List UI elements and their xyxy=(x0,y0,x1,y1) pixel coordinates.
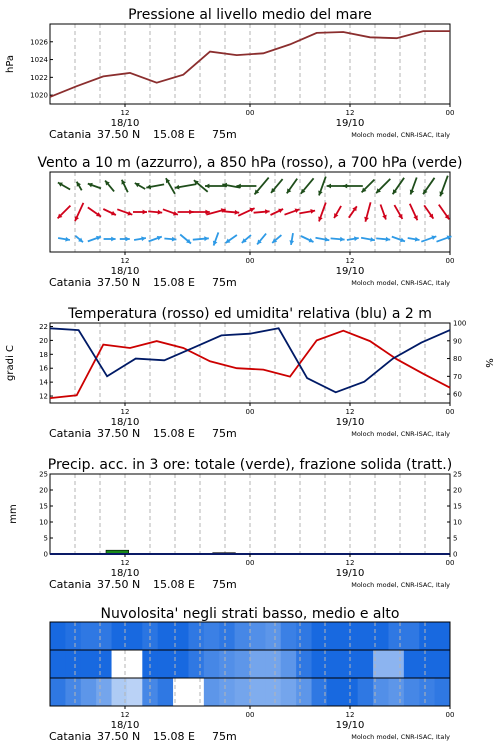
cloud-cell xyxy=(50,678,66,706)
x-tick-label: 00 xyxy=(445,711,455,719)
cloud-cell xyxy=(435,622,451,650)
x-tick-label: 00 xyxy=(245,408,255,416)
date-label: 19/10 xyxy=(335,118,365,129)
arrow-head xyxy=(111,237,115,242)
y-tick-label: 15 xyxy=(39,502,48,511)
wind-10m-arrow xyxy=(408,237,420,242)
temperature-panel xyxy=(5,306,494,440)
location-name: Catania xyxy=(49,578,92,591)
wind-700-arrow xyxy=(410,178,417,195)
wind-850-arrow xyxy=(103,209,116,215)
wind-850-arrow xyxy=(178,210,194,215)
cloud-cell xyxy=(250,650,266,678)
location-lat: 37.50 N xyxy=(97,730,141,743)
cloud-cell xyxy=(435,650,451,678)
precip-ylabel: mm xyxy=(8,504,19,524)
x-tick-label: 12 xyxy=(120,711,130,719)
y-tick-label: 80 xyxy=(453,355,462,364)
temperature-frame xyxy=(50,323,450,403)
cloud-cell xyxy=(188,678,204,706)
wind-10m-arrow xyxy=(213,232,219,245)
cloud-cell xyxy=(358,678,374,706)
wind-850-arrow xyxy=(75,203,84,221)
wind-10m-arrow xyxy=(75,236,83,242)
precip-panel xyxy=(8,457,462,591)
date-label: 18/10 xyxy=(110,417,140,428)
wind-850-arrow xyxy=(364,202,370,221)
location-name: Catania xyxy=(49,730,92,743)
y-tick-label: 1020 xyxy=(30,91,48,100)
arrow-head xyxy=(386,237,391,242)
cloud-cell xyxy=(327,650,343,678)
model-credit: Moloch model, CNR-ISAC, Italy xyxy=(351,131,450,139)
location-elev: 75m xyxy=(212,730,237,743)
y-tick-label: 0 xyxy=(453,550,458,559)
wind-700-arrow xyxy=(287,179,297,194)
wind-700-arrow xyxy=(146,184,164,189)
temperature-title: Temperatura (rosso) ed umidita' relativa (blu) a 2 m xyxy=(68,306,432,322)
cloud-cell xyxy=(250,678,266,706)
wind-10m-arrow xyxy=(257,234,266,245)
date-label: 19/10 xyxy=(335,720,365,731)
pressure-title: Pressione al livello medio del mare xyxy=(128,7,372,23)
x-tick-label: 12 xyxy=(345,408,355,416)
x-tick-label: 00 xyxy=(445,408,455,416)
cloud-cell xyxy=(296,678,312,706)
location-name: Catania xyxy=(49,128,92,141)
cloud-cell xyxy=(388,678,404,706)
date-label: 18/10 xyxy=(110,118,140,129)
wind-10m-arrow xyxy=(392,237,405,243)
y-tick-label: 1022 xyxy=(30,73,48,82)
wind-10m-arrow xyxy=(376,237,390,242)
cloud-cell xyxy=(235,678,251,706)
cloud-cell xyxy=(96,678,112,706)
x-tick-label: 12 xyxy=(345,559,355,567)
x-tick-label: 00 xyxy=(245,257,255,265)
wind-10m-arrow xyxy=(316,237,330,242)
arrow-head xyxy=(265,209,270,214)
arrow-head xyxy=(172,237,177,242)
wind-850-arrow xyxy=(299,209,315,214)
x-tick-label: 12 xyxy=(345,257,355,265)
wind-700-arrow xyxy=(393,178,404,194)
cloud-cell xyxy=(50,650,66,678)
arrow-head xyxy=(204,236,209,241)
wind-10m-arrow xyxy=(437,236,452,242)
cloud-cell xyxy=(296,650,312,678)
wind-850-arrow xyxy=(163,209,178,215)
arrow-head xyxy=(343,184,347,189)
location-lat: 37.50 N xyxy=(97,276,141,289)
x-tick-label: 00 xyxy=(245,711,255,719)
wind-10m-arrow xyxy=(347,236,359,241)
y-tick-label: 10 xyxy=(39,518,48,527)
cloud-cell xyxy=(127,650,143,678)
arrow-head xyxy=(158,210,163,215)
y-tick-label: 100 xyxy=(453,319,467,328)
wind-850-arrow xyxy=(394,205,402,219)
arrow-head xyxy=(327,184,331,189)
arrow-head xyxy=(125,237,129,242)
date-label: 19/10 xyxy=(335,266,365,277)
y-tick-label: 25 xyxy=(453,470,462,479)
cloud-cell xyxy=(127,622,143,650)
x-tick-label: 00 xyxy=(445,109,455,117)
wind-700-arrow xyxy=(255,178,269,195)
cloud-cell xyxy=(435,678,451,706)
cloud-cell xyxy=(419,622,435,650)
y-tick-label: 20 xyxy=(39,336,48,345)
location-lat: 37.50 N xyxy=(97,427,141,440)
wind-700-arrow xyxy=(376,179,390,193)
wind-850-arrow xyxy=(424,205,433,218)
cloud-cell xyxy=(204,622,220,650)
cloud-cell xyxy=(219,678,235,706)
location-name: Catania xyxy=(49,276,92,289)
date-label: 19/10 xyxy=(335,417,365,428)
cloud-cell xyxy=(358,650,374,678)
humidity-ylabel: % xyxy=(483,358,494,368)
cloud-cell xyxy=(265,650,281,678)
location-lon: 15.08 E xyxy=(153,276,195,289)
x-tick-label: 12 xyxy=(120,408,130,416)
cloud-cell xyxy=(281,622,297,650)
wind-10m-arrow xyxy=(193,236,209,241)
cloud-cell xyxy=(65,650,81,678)
wind-10m-arrow xyxy=(58,237,70,242)
cloud-panel xyxy=(49,606,454,743)
wind-panel xyxy=(37,155,462,289)
wind-850-arrow xyxy=(254,209,270,214)
cloud-cell xyxy=(158,622,174,650)
cloud-cell xyxy=(419,678,435,706)
wind-700-arrow xyxy=(343,184,363,189)
pressure-ylabel: hPa xyxy=(5,54,16,74)
model-credit: Moloch model, CNR-ISAC, Italy xyxy=(351,581,450,589)
wind-10m-arrow xyxy=(289,233,294,245)
model-credit: Moloch model, CNR-ISAC, Italy xyxy=(351,279,450,287)
cloud-title: Nuvolosita' negli strati basso, medio e alto xyxy=(100,606,400,622)
cloud-cell xyxy=(188,622,204,650)
x-tick-label: 12 xyxy=(345,711,355,719)
date-label: 19/10 xyxy=(335,568,365,579)
model-credit: Moloch model, CNR-ISAC, Italy xyxy=(351,430,450,438)
y-tick-label: 1026 xyxy=(30,38,48,47)
cloud-cell xyxy=(219,622,235,650)
wind-10m-arrow xyxy=(301,236,314,242)
wind-850-arrow xyxy=(439,205,449,220)
cloud-cell xyxy=(219,650,235,678)
y-tick-label: 10 xyxy=(453,518,462,527)
location-lon: 15.08 E xyxy=(153,128,195,141)
y-tick-label: 70 xyxy=(453,372,462,381)
cloud-cell xyxy=(188,650,204,678)
cloud-cell xyxy=(96,650,112,678)
y-tick-label: 14 xyxy=(39,378,48,387)
cloud-cell xyxy=(50,622,66,650)
location-lon: 15.08 E xyxy=(153,427,195,440)
cloud-cell xyxy=(358,622,374,650)
wind-10m-arrow xyxy=(331,237,345,242)
wind-10m-arrow xyxy=(361,237,375,242)
wind-850-arrow xyxy=(88,207,101,216)
cloud-cell xyxy=(158,650,174,678)
pressure-panel xyxy=(5,7,454,141)
wind-700-arrow xyxy=(105,181,114,192)
wind-10m-arrow xyxy=(149,236,162,242)
cloud-cell xyxy=(404,678,420,706)
arrow-head xyxy=(143,210,147,215)
cloud-cell xyxy=(81,650,97,678)
arrow-head xyxy=(235,210,240,215)
arrow-head xyxy=(205,184,209,189)
wind-700-arrow xyxy=(77,182,82,191)
cloud-cell xyxy=(388,650,404,678)
wind-10m-arrow xyxy=(134,236,146,241)
cloud-cell xyxy=(96,622,112,650)
location-lon: 15.08 E xyxy=(153,578,195,591)
y-tick-label: 25 xyxy=(39,470,48,479)
cloud-cell xyxy=(65,678,81,706)
wind-850-arrow xyxy=(133,210,147,215)
x-tick-label: 12 xyxy=(120,257,130,265)
cloud-cell xyxy=(65,622,81,650)
y-tick-label: 12 xyxy=(39,392,48,401)
y-tick-label: 18 xyxy=(39,350,48,359)
y-tick-label: 20 xyxy=(39,486,48,495)
wind-10m-arrow xyxy=(226,235,237,243)
y-tick-label: 1024 xyxy=(30,56,48,65)
wind-title: Vento a 10 m (azzurro), a 850 hPa (rosso), a 700 hPa (verde) xyxy=(37,155,463,171)
wind-850-arrow xyxy=(238,208,254,216)
wind-10m-arrow xyxy=(272,235,281,243)
location-name: Catania xyxy=(49,427,92,440)
wind-10m-arrow xyxy=(104,237,116,242)
wind-850-arrow xyxy=(285,209,300,215)
cloud-cell xyxy=(265,622,281,650)
cloud-cell xyxy=(281,650,297,678)
arrow-head xyxy=(340,237,345,242)
location-elev: 75m xyxy=(212,276,237,289)
wind-850-arrow xyxy=(318,203,326,222)
cloud-cell xyxy=(419,650,435,678)
x-tick-label: 12 xyxy=(120,559,130,567)
location-lat: 37.50 N xyxy=(97,578,141,591)
x-tick-label: 12 xyxy=(345,109,355,117)
y-tick-label: 15 xyxy=(453,502,462,511)
cloud-cell xyxy=(404,622,420,650)
y-tick-label: 0 xyxy=(43,550,48,559)
cloud-cell xyxy=(235,650,251,678)
wind-700-arrow xyxy=(440,176,448,197)
wind-700-arrow xyxy=(58,183,70,190)
wind-700-arrow xyxy=(271,179,283,193)
cloud-cell xyxy=(127,678,143,706)
cloud-cell xyxy=(81,678,97,706)
x-tick-label: 00 xyxy=(245,109,255,117)
date-label: 18/10 xyxy=(110,720,140,731)
x-tick-label: 00 xyxy=(245,559,255,567)
cloud-cell xyxy=(235,622,251,650)
cloud-cell xyxy=(281,678,297,706)
wind-700-arrow xyxy=(135,183,145,189)
cloud-cell xyxy=(204,650,220,678)
wind-850-arrow xyxy=(381,205,387,220)
wind-850-arrow xyxy=(58,206,71,219)
wind-850-arrow xyxy=(223,210,239,215)
cloud-cell xyxy=(81,622,97,650)
cloud-cell xyxy=(296,622,312,650)
y-tick-label: 22 xyxy=(39,322,48,331)
date-label: 18/10 xyxy=(110,568,140,579)
wind-700-arrow xyxy=(301,178,314,193)
x-tick-label: 12 xyxy=(120,109,130,117)
wind-700-arrow xyxy=(362,180,375,193)
model-credit: Moloch model, CNR-ISAC, Italy xyxy=(351,733,450,741)
temperature-ylabel: gradi C xyxy=(5,345,16,381)
cloud-cell xyxy=(265,678,281,706)
wind-10m-arrow xyxy=(180,235,191,244)
wind-850-arrow xyxy=(334,206,341,218)
y-tick-label: 16 xyxy=(39,364,48,373)
y-tick-label: 60 xyxy=(453,390,462,399)
wind-700-arrow xyxy=(88,183,101,189)
pressure-frame xyxy=(50,24,450,104)
cloud-cell xyxy=(388,622,404,650)
y-tick-label: 5 xyxy=(43,534,48,543)
date-label: 18/10 xyxy=(110,266,140,277)
wind-10m-arrow xyxy=(88,236,101,242)
cloud-cell xyxy=(204,678,220,706)
wind-700-arrow xyxy=(175,184,197,189)
location-elev: 75m xyxy=(212,128,237,141)
wind-700-arrow xyxy=(166,178,175,194)
location-lat: 37.50 N xyxy=(97,128,141,141)
precip-title: Precip. acc. in 3 ore: totale (verde), frazione solida (tratt.) xyxy=(47,457,453,473)
cloud-cell xyxy=(250,622,266,650)
cloud-cell xyxy=(327,678,343,706)
y-tick-label: 5 xyxy=(453,534,458,543)
location-elev: 75m xyxy=(212,578,237,591)
y-tick-label: 90 xyxy=(453,337,462,346)
wind-10m-arrow xyxy=(421,236,436,242)
wind-850-arrow xyxy=(410,204,418,220)
precip-frame xyxy=(50,474,450,554)
wind-850-arrow xyxy=(271,209,284,215)
y-tick-label: 20 xyxy=(453,486,462,495)
cloud-cell xyxy=(327,622,343,650)
location-lon: 15.08 E xyxy=(153,730,195,743)
cloud-cell xyxy=(158,678,174,706)
x-tick-label: 00 xyxy=(445,559,455,567)
cloud-cell xyxy=(404,650,420,678)
x-tick-label: 00 xyxy=(445,257,455,265)
location-elev: 75m xyxy=(212,427,237,440)
